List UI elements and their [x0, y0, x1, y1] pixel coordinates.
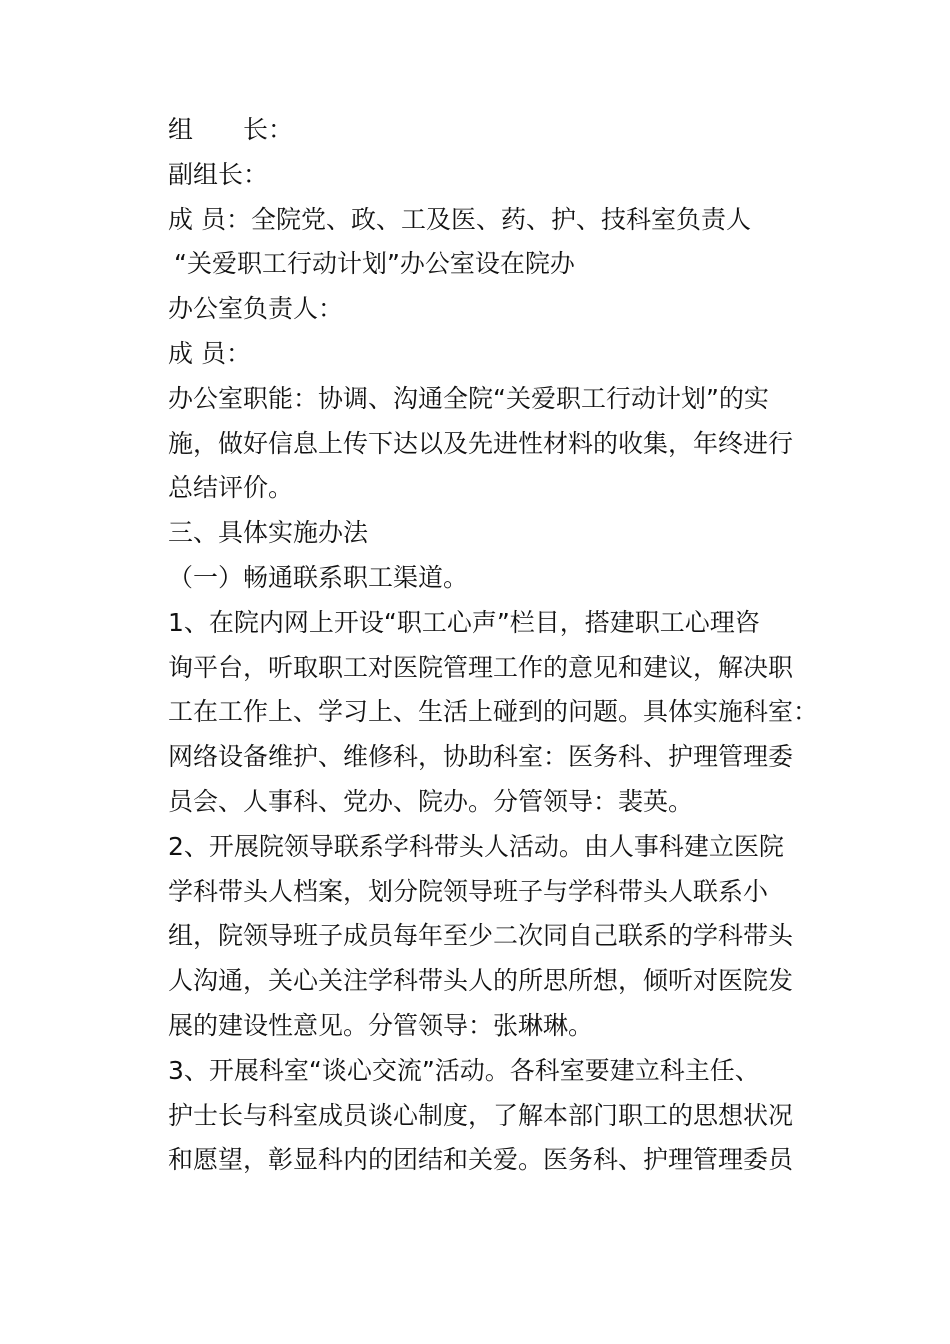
- paragraph-item-2-line-2: 学科带头人档案，划分院领导班子与学科带头人联系小: [168, 876, 769, 906]
- paragraph-item-1-line-3: 工在工作上、学习上、生活上碰到的问题。具体实施科室：: [168, 697, 818, 727]
- text-line-members: 成 员：全院党、政、工及医、药、护、技科室负责人: [168, 204, 751, 234]
- paragraph-item-2-line-1: 2、开展院领导联系学科带头人活动。由人事科建立医院: [168, 831, 784, 861]
- text-line-team-leader: 组 长：: [168, 115, 294, 144]
- text-line-office-members: 成 员：: [168, 338, 251, 368]
- paragraph-item-1-line-1: 1、在院内网上开设“职工心声”栏目，搭建职工心理咨: [168, 607, 760, 637]
- paragraph-item-1-line-4: 网络设备维护、维修科，协助科室：医务科、护理管理委: [168, 742, 794, 772]
- paragraph-item-3-line-3: 和愿望，彰显科内的团结和关爱。医务科、护理管理委员: [168, 1145, 794, 1175]
- paragraph-item-2-line-3: 组，院领导班子成员每年至少二次同自己联系的学科带头: [168, 921, 794, 951]
- document-body: [168, 108, 818, 1183]
- paragraph-item-1-line-5: 员会、人事科、党办、院办。分管领导：裴英。: [168, 786, 694, 816]
- text-line-office-head: 办公室负责人：: [168, 294, 344, 324]
- subsection-heading-channels: （一）畅通联系职工渠道。: [168, 562, 469, 592]
- text-line-deputy-leader: 副组长：: [168, 159, 269, 189]
- paragraph-item-3-line-2: 护士长与科室成员谈心制度，了解本部门职工的思想状况: [168, 1100, 794, 1130]
- text-line-office-function-3: 总结评价。: [168, 473, 294, 503]
- paragraph-item-3-line-1: 3、开展科室“谈心交流”活动。各科室要建立科主任、: [168, 1055, 760, 1085]
- text-line-office-location: “关爱职工行动计划”办公室设在院办: [174, 249, 575, 279]
- paragraph-item-2-line-4: 人沟通，关心关注学科带头人的所思所想，倾听对医院发: [168, 966, 794, 996]
- text-line-office-function-1: 办公室职能：协调、沟通全院“关爱职工行动计划”的实: [168, 383, 769, 413]
- paragraph-item-2-line-5: 展的建设性意见。分管领导：张琳琳。: [168, 1010, 594, 1040]
- text-line-office-function-2: 施，做好信息上传下达以及先进性材料的收集，年终进行: [168, 428, 794, 458]
- section-heading-implementation: 三、具体实施办法: [168, 518, 369, 548]
- paragraph-item-1-line-2: 询平台，听取职工对医院管理工作的意见和建议，解决职: [168, 652, 794, 682]
